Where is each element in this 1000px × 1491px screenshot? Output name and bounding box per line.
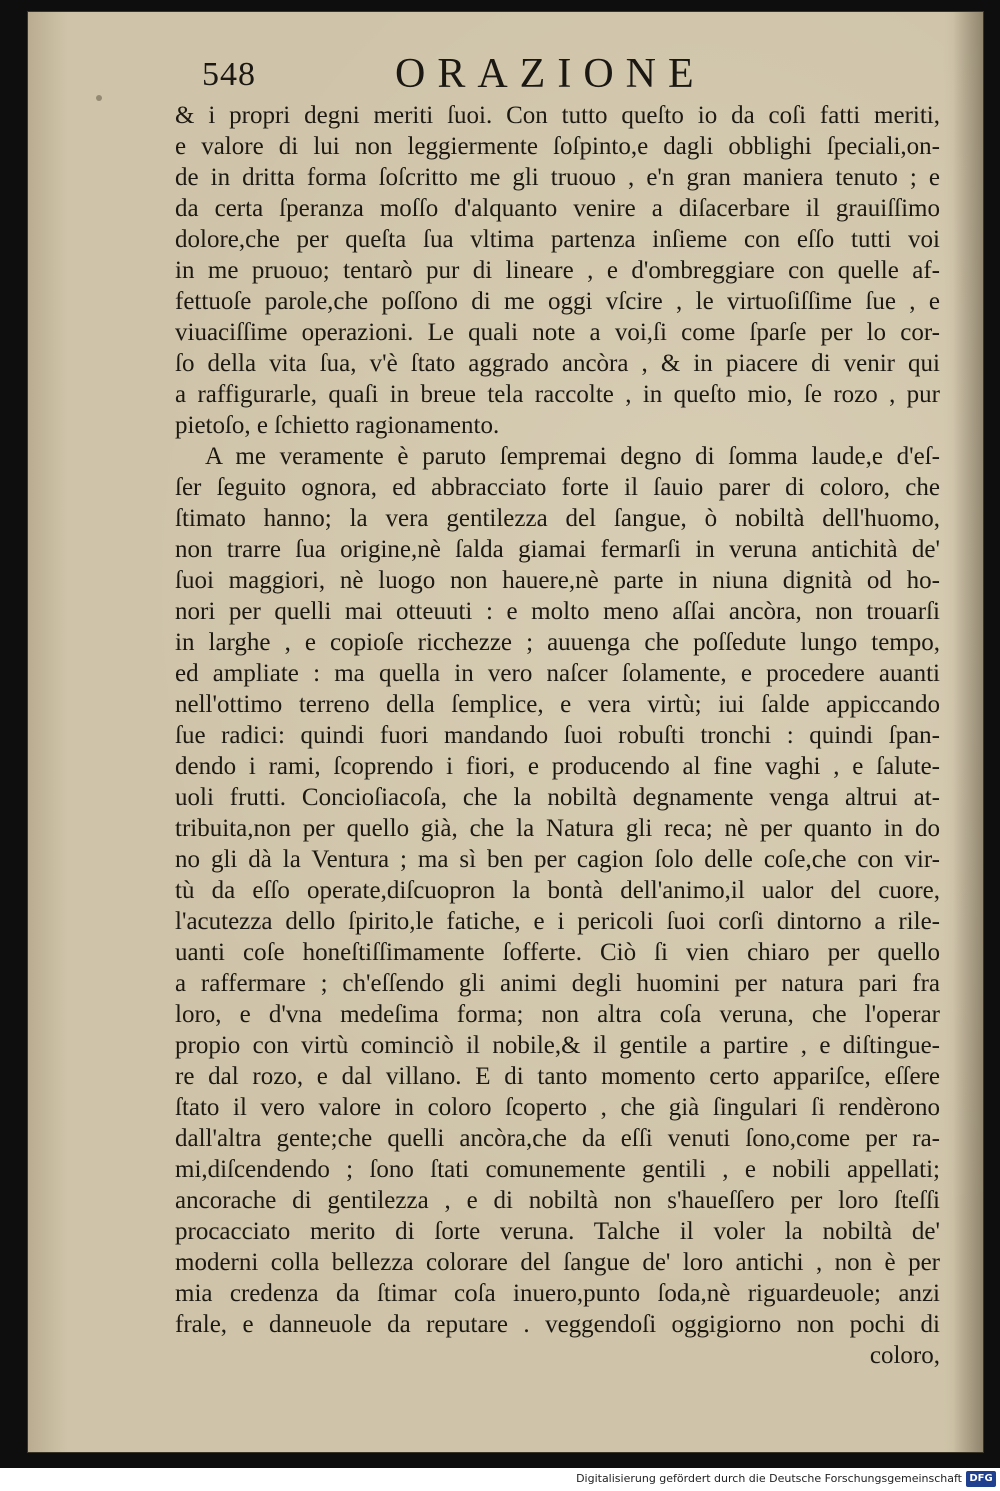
text-line: nori per quelli mai otteuuti : e molto meno aſſai ancòra, non trouarſi [175,598,940,625]
text-line: moderni colla bellezza colorare del ſangue de' loro antichi , non è per [175,1249,940,1276]
page-header [180,50,940,100]
text-line: da certa ſperanza moſſo d'alquanto venire a diſacerbare il grauiſſimo [175,195,940,222]
text-line: ed ampliate : ma quella in vero naſcer ſolamente, e procedere auanti [175,660,940,687]
paragraph [175,441,940,1340]
text-line: tù da eſſo operate,diſcuopron la bontà dell'animo,il ualor del cuore, [175,877,940,904]
text-line: propio con virtù cominciò il nobile,& il gentile a partire , e diſtingue- [175,1032,940,1059]
text-line: in me pruouo; tentarò pur di lineare , e d'ombreggiare con quelle af- [175,257,940,284]
text-line: ſtato il vero valore in coloro ſcoperto , che già ſingulari ſi rendèrono [175,1094,940,1121]
text-line: mi,diſcendendo ; ſono ſtati comunemente gentili , e nobili appellati; [175,1156,940,1183]
text-line: uoli frutti. Concioſiacoſa, che la nobiltà degnamente venga altrui at- [175,784,940,811]
text-line: A me veramente è paruto ſempremai degno di ſomma laude,e d'eſ- [205,443,940,470]
body-text [175,100,940,1371]
text-line: ſtimato hanno; la vera gentilezza del ſangue, ò nobiltà dell'huomo, [175,505,940,532]
text-line: uanti coſe honeſtiſſimamente ſofferte. Ciò ſi vien chiaro per quello [175,939,940,966]
text-line: a raffigurarle, quaſi in breue tela raccolte , in queſto mio, ſe rozo , pur [175,381,940,408]
text-line: tribuita,non per quello già, che la Natura gli reca; nè per quanto in do [175,815,940,842]
text-line: non trarre ſua origine,nè ſalda giamai fermarſi in veruna antichità de' [175,536,940,563]
funding-credit: Digitalisierung gefördert durch die Deutsche Forschungsgemeinschaft [576,1472,962,1485]
text-line: pietoſo, e ſchietto ragionamento. [175,412,500,439]
text-line: ſuoi maggiori, nè luogo non hauere,nè parte in niuna dignità od ho- [175,567,940,594]
text-line: frale, e danneuole da reputare . veggendoſi oggigiorno non pochi di [175,1311,940,1338]
text-line: dall'altra gente;che quelli ancòra,che da eſſi venuti ſono,come per ra- [175,1125,940,1152]
text-line: dendo i rami, ſcoprendo i fiori, e producendo al fine vaghi , e ſalute- [175,753,940,780]
text-line: re dal rozo, e dal villano. E di tanto momento certo appariſce, eſſere [175,1063,940,1090]
text-line: a raffermare ; ch'eſſendo gli animi degli huomini per natura pari fra [175,970,940,997]
footer-bar [0,1468,1000,1491]
paragraph [175,100,940,441]
text-line: procacciato merito di ſorte veruna. Talche il voler la nobiltà de' [175,1218,940,1245]
text-line: ſo della vita ſua, v'è ſtato aggrado ancòra , & in piacere di venir qui [175,350,940,377]
text-line: l'acutezza dello ſpirito,le fatiche, e i pericoli ſuoi corſi dintorno a rile- [175,908,940,935]
text-line: e valore di lui non leggiermente ſoſpinto,e dagli obblighi ſpeciali,on- [175,133,940,160]
text-line: viuaciſſime operazioni. Le quali note a voi,ſi come ſparſe per lo cor- [175,319,940,346]
text-line: de in dritta forma ſoſcritto me gli truouo , e'n gran maniera tenuto ; e [175,164,940,191]
text-line: fettuoſe parole,che poſſono di me oggi vſcire , le virtuoſiſſime ſue , e [175,288,940,315]
text-line: dolore,che per queſta ſua vltima partenza inſieme con eſſo tutti voi [175,226,940,253]
text-line: in larghe , e copioſe ricchezze ; auuenga che poſſedute lungo tempo, [175,629,940,656]
page-number: 548 [202,56,256,93]
text-line: ſue radici: quindi fuori mandando ſuoi robuſti tronchi : quindi ſpan- [175,722,940,749]
text-line: nell'ottimo terreno della ſemplice, e vera virtù; iui ſalde appiccando [175,691,940,718]
text-line: & i propri degni meriti ſuoi. Con tutto queſto io da coſi fatti meriti, [175,102,940,129]
running-title: ORAZIONE [395,51,706,97]
catchword: coloro, [869,1342,940,1369]
dfg-logo-icon: DFG [966,1471,996,1487]
text-line: ancorache di gentilezza , e di nobiltà non s'haueſſero per loro ſteſſi [175,1187,940,1214]
text-line: loro, e d'vna medeſima forma; non altra coſa veruna, che l'operar [175,1001,940,1028]
text-line: no gli dà la Ventura ; ma sì ben per cagion ſolo delle coſe,che con vir- [175,846,940,873]
text-line: ſer ſeguito ognora, ed abbracciato forte il ſauio parer di coloro, che [175,474,940,501]
text-line: mia credenza da ſtimar coſa inuero,punto ſoda,nè riguardeuole; anzi [175,1280,940,1307]
margin-mark [96,95,102,101]
page-edge-shadow [953,12,983,1452]
